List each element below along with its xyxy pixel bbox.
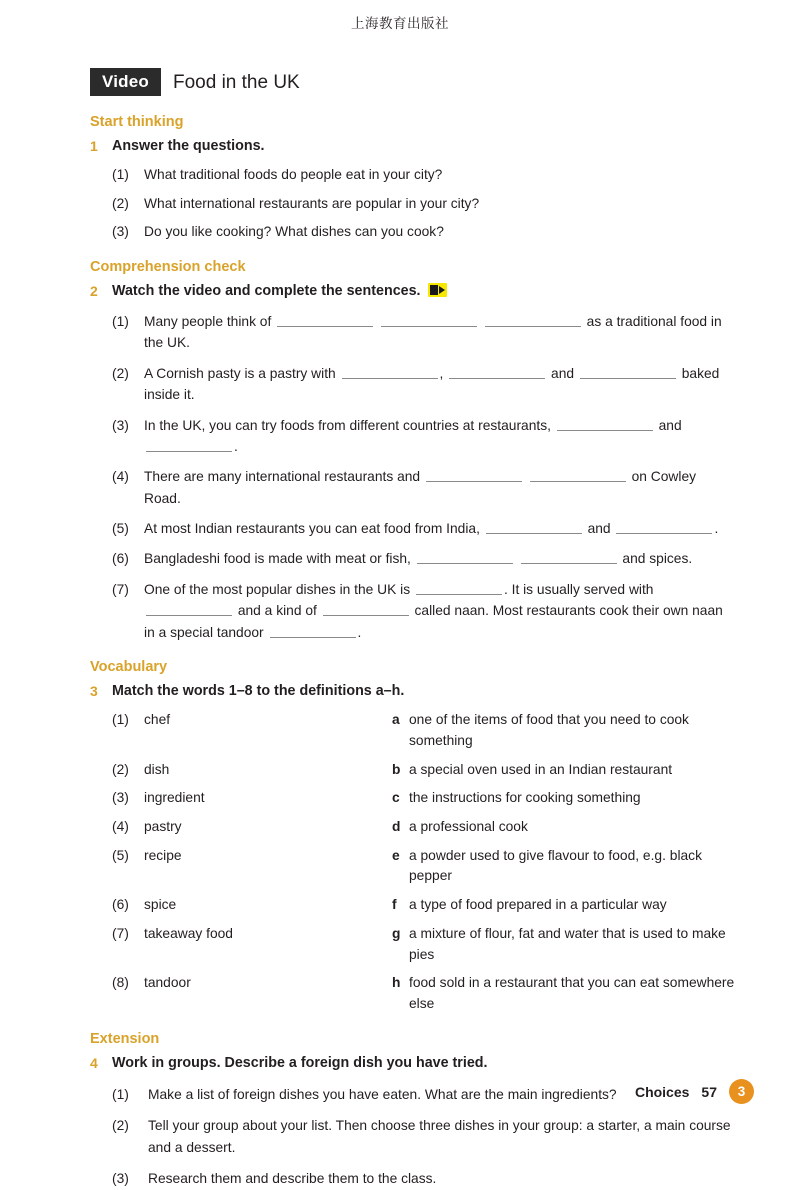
- item-text: [144, 311, 735, 354]
- task-2: [90, 281, 735, 302]
- answer-blank[interactable]: [616, 522, 712, 534]
- item-label: (5): [112, 847, 129, 863]
- task-4-instruction: Work in groups. Describe a foreign dish you have tried.: [112, 1054, 488, 1071]
- fragment: as a traditional food in the UK.: [144, 314, 722, 351]
- item-text: Tell your group about your list. Then choose three dishes in your group: a starter, a main course and a dessert.: [148, 1118, 731, 1155]
- item-label: (7): [112, 581, 129, 597]
- list-item: [112, 311, 735, 354]
- video-title: Food in the UK: [172, 71, 300, 93]
- list-item: [112, 579, 735, 643]
- match-word-cell[interactable]: [112, 895, 392, 916]
- item-letter: g: [392, 925, 401, 941]
- item-text: dish: [144, 761, 170, 777]
- video-icon: [428, 283, 447, 297]
- fragment: [515, 551, 519, 566]
- table-row: [112, 817, 735, 838]
- match-word-cell[interactable]: [112, 710, 392, 731]
- item-text: Do you like cooking? What dishes can you cook?: [144, 224, 444, 240]
- item-label: (2): [112, 195, 129, 211]
- list-item: [112, 221, 735, 242]
- item-label: (1): [112, 314, 129, 329]
- item-label: (3): [112, 224, 129, 240]
- fragment: baked inside it.: [144, 365, 720, 403]
- fragment: and spices.: [618, 551, 693, 567]
- table-row: [112, 788, 735, 809]
- task-3-instruction: Match the words 1–8 to the definitions a–h.: [112, 682, 405, 699]
- list-item: [112, 415, 735, 458]
- fragment: ,: [439, 365, 448, 381]
- task-1-questions: [112, 164, 735, 242]
- fragment: A Cornish pasty is a pastry with: [144, 365, 340, 381]
- match-definition-cell[interactable]: [392, 788, 735, 809]
- task-3: [90, 681, 735, 702]
- item-letter: c: [392, 790, 400, 806]
- item-label: (1): [112, 712, 129, 728]
- item-text: one of the items of food that you need to cook something: [409, 712, 689, 748]
- fragment: [479, 314, 483, 329]
- fragment: and: [654, 417, 682, 433]
- fragment: called naan. Most restaurants cook their own naan in a special tandoor: [144, 603, 723, 640]
- fragment: .: [714, 521, 719, 536]
- answer-blank[interactable]: [146, 440, 232, 452]
- task-2-instruction: Watch the video and complete the sentences.: [112, 282, 421, 299]
- fragment: There are many international restaurants and: [144, 469, 424, 485]
- answer-blank[interactable]: [277, 315, 373, 327]
- match-definition-cell[interactable]: [392, 817, 735, 838]
- table-row: [112, 710, 735, 751]
- item-text: pastry: [144, 819, 182, 835]
- item-text: recipe: [144, 847, 182, 863]
- list-item: [112, 164, 735, 185]
- page-footer: [635, 1079, 754, 1104]
- answer-blank[interactable]: [530, 470, 626, 482]
- item-label: (1): [112, 1087, 129, 1102]
- item-label: (8): [112, 975, 129, 991]
- answer-blank[interactable]: [485, 315, 581, 327]
- item-text: [144, 363, 735, 406]
- item-text: What international restaurants are popular in your city?: [144, 195, 480, 211]
- fragment: .: [234, 438, 238, 454]
- task-4: [90, 1053, 735, 1074]
- item-letter: a: [392, 712, 400, 728]
- match-word-cell[interactable]: [112, 924, 392, 945]
- task-4-number: 4: [90, 1054, 98, 1071]
- task-1: [90, 136, 735, 157]
- fragment: and a kind of: [234, 603, 321, 619]
- task-1-number: 1: [90, 138, 98, 154]
- video-tag: Video: [90, 68, 161, 96]
- answer-blank[interactable]: [449, 367, 545, 379]
- list-item: [112, 466, 735, 509]
- fragment: One of the most popular dishes in the UK is: [144, 581, 414, 597]
- answer-blank[interactable]: [342, 367, 438, 379]
- answer-blank[interactable]: [580, 367, 676, 379]
- item-text: Research them and describe them to the class.: [148, 1171, 437, 1187]
- item-text: a powder used to give flavour to food, e.g. black pepper: [409, 847, 702, 884]
- list-item: [112, 548, 735, 569]
- task-2-number: 2: [90, 282, 98, 299]
- item-text: a special oven used in an Indian restaurant: [409, 761, 673, 777]
- fragment: and: [583, 521, 615, 536]
- section-heading-vocabulary: Vocabulary: [90, 658, 168, 675]
- item-text: [144, 466, 735, 509]
- fragment: Many people think of: [144, 314, 276, 329]
- fragment: and: [547, 365, 578, 381]
- item-label: (6): [112, 551, 129, 567]
- section-heading-comprehension-check: Comprehension check: [90, 258, 246, 275]
- footer-page-number: 57: [701, 1083, 717, 1100]
- answer-blank[interactable]: [486, 522, 582, 534]
- item-text: ingredient: [144, 790, 205, 806]
- match-definition-cell[interactable]: [392, 895, 735, 916]
- match-word-cell[interactable]: [112, 817, 392, 838]
- item-label: (5): [112, 521, 129, 536]
- list-item: [112, 518, 735, 539]
- table-row: [112, 924, 735, 965]
- item-label: (4): [112, 819, 129, 835]
- task-2-instruction-wrap: [112, 281, 447, 302]
- table-row: [112, 895, 735, 916]
- answer-blank[interactable]: [417, 552, 513, 564]
- item-label: (2): [112, 365, 129, 381]
- item-text: a professional cook: [409, 819, 528, 835]
- table-row: [112, 973, 735, 1014]
- item-text: tandoor: [144, 975, 191, 991]
- section-heading-start-thinking: Start thinking: [90, 114, 184, 130]
- item-text: [144, 579, 735, 643]
- table-row: [112, 760, 735, 781]
- match-word-cell[interactable]: [112, 973, 392, 994]
- fragment: Bangladeshi food is made with meat or fish,: [144, 551, 415, 567]
- match-definition-cell[interactable]: [392, 710, 735, 751]
- list-item: [112, 1168, 735, 1189]
- match-definition-cell[interactable]: [392, 924, 735, 965]
- fragment: on Cowley Road.: [144, 469, 697, 506]
- list-item: [112, 363, 735, 406]
- footer-unit-label: Choices: [634, 1083, 690, 1100]
- item-text: the instructions for cooking something: [409, 790, 641, 806]
- item-text: takeaway food: [144, 925, 233, 941]
- item-letter: h: [392, 975, 401, 991]
- item-text: [144, 548, 735, 569]
- list-item: [112, 1115, 735, 1158]
- item-letter: f: [392, 897, 397, 913]
- match-definition-cell[interactable]: [392, 846, 735, 887]
- item-label: (2): [112, 1118, 129, 1134]
- match-word-cell[interactable]: [112, 760, 392, 781]
- fragment: .: [357, 624, 362, 640]
- item-text: [144, 415, 735, 458]
- match-definition-cell[interactable]: [392, 973, 735, 1014]
- answer-blank[interactable]: [146, 604, 232, 616]
- video-header: [90, 68, 735, 96]
- match-word-cell[interactable]: [112, 788, 392, 809]
- item-text: a mixture of flour, fat and water that is used to make pies: [409, 925, 726, 962]
- answer-blank[interactable]: [416, 583, 502, 595]
- matching-exercise: [112, 710, 735, 1014]
- answer-blank[interactable]: [521, 552, 617, 564]
- answer-blank[interactable]: [270, 626, 356, 638]
- answer-blank[interactable]: [426, 470, 522, 482]
- item-label: (7): [112, 925, 129, 941]
- item-label: (3): [112, 417, 129, 433]
- item-letter: d: [392, 819, 401, 835]
- item-label: (6): [112, 897, 129, 913]
- answer-blank[interactable]: [381, 315, 477, 327]
- item-text: spice: [144, 897, 177, 913]
- task-1-instruction: Answer the questions.: [112, 138, 265, 154]
- task-2-sentences: [112, 311, 735, 643]
- answer-blank[interactable]: [557, 419, 653, 431]
- fragment: In the UK, you can try foods from different countries at restaurants,: [144, 417, 555, 433]
- item-label: (1): [112, 167, 129, 183]
- item-text: a type of food prepared in a particular way: [409, 897, 667, 913]
- match-definition-cell[interactable]: [392, 760, 735, 781]
- answer-blank[interactable]: [323, 604, 409, 616]
- item-letter: b: [392, 761, 401, 777]
- table-row: [112, 846, 735, 887]
- task-3-number: 3: [90, 682, 98, 699]
- match-word-cell[interactable]: [112, 846, 392, 867]
- item-label: (4): [112, 469, 129, 485]
- item-text: chef: [144, 712, 171, 728]
- publisher-name: 上海教育出版社: [351, 16, 449, 31]
- section-heading-extension: Extension: [90, 1030, 160, 1047]
- item-text: [144, 518, 735, 539]
- fragment: At most Indian restaurants you can eat food from India,: [144, 521, 484, 536]
- list-item: [112, 193, 735, 214]
- footer-unit-badge: 3: [729, 1079, 754, 1104]
- item-letter: e: [392, 847, 400, 863]
- item-label: (3): [112, 790, 129, 806]
- item-label: (3): [112, 1171, 129, 1187]
- fragment: [375, 314, 379, 329]
- item-text: Make a list of foreign dishes you have eaten. What are the main ingredients?: [148, 1087, 617, 1102]
- item-text: What traditional foods do people eat in your city?: [144, 167, 443, 183]
- fragment: . It is usually served with: [503, 581, 654, 597]
- item-text: food sold in a restaurant that you can eat somewhere else: [409, 975, 735, 1011]
- fragment: [524, 469, 528, 484]
- page-content: [90, 68, 735, 1190]
- item-label: (2): [112, 761, 129, 777]
